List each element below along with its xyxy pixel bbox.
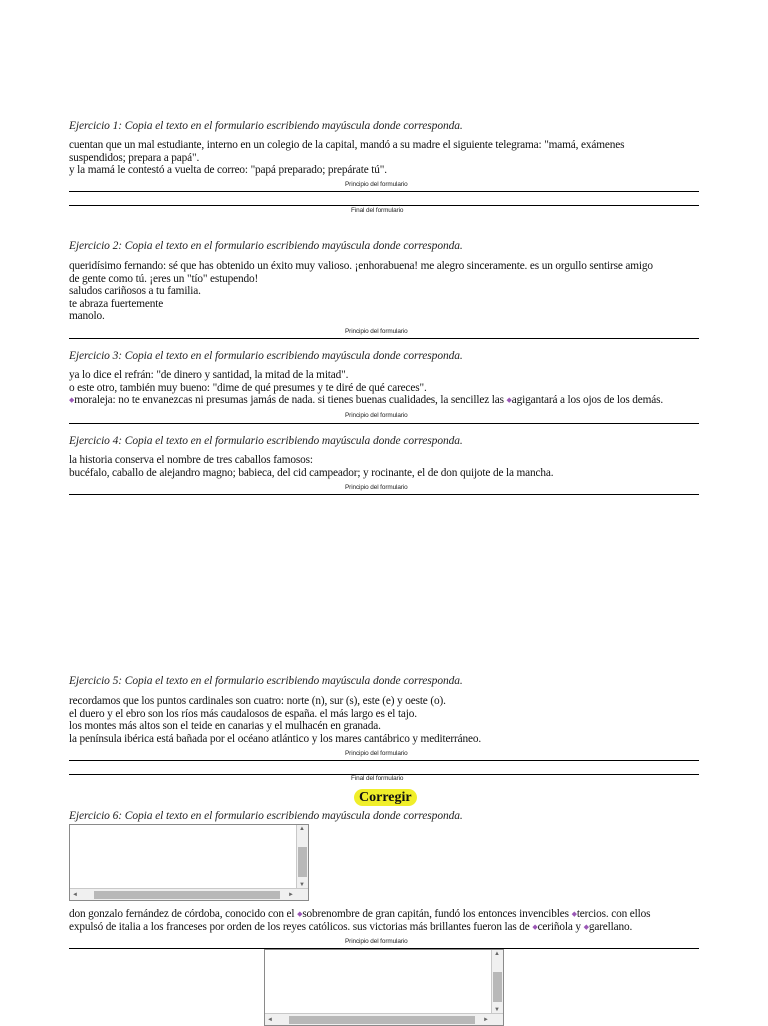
- ex5-line: la península ibérica está bañada por el océano atlántico y los mares cantábrico y mediterráneo.: [69, 732, 482, 745]
- ex1-line: suspendidos; prepara a papá".: [69, 151, 200, 164]
- ex1-line: cuentan que un mal estudiante, interno en un colegio de la capital, mandó a su madre el siguiente telegrama: "mamá, exámenes: [69, 139, 625, 151]
- form-divider: [69, 423, 699, 424]
- ex2-line: de gente como tú. ¡eres un "tío" estupendo!: [69, 272, 259, 285]
- vertical-scrollbar[interactable]: [296, 825, 308, 889]
- corregir-button[interactable]: Corregir: [354, 789, 417, 806]
- form-start-marker: Principio del formulario: [345, 328, 408, 335]
- scroll-thumb[interactable]: [493, 972, 502, 1002]
- ex4-line: bucéfalo, caballo de alejandro magno; babieca, del cid campeador; y rocinante, el de don quijote de la mancha.: [69, 466, 554, 479]
- scroll-right-icon[interactable]: ►: [288, 892, 294, 898]
- ex2-heading: Ejercicio 2: Copia el texto en el formulario escribiendo mayúscula donde corresponda.: [69, 240, 463, 252]
- ex1-text: [69, 139, 624, 177]
- ex5-line: recordamos que los puntos cardinales son cuatro: norte (n), sur (s), este (e) y oeste (o).: [69, 695, 446, 707]
- ex2-line: saludos cariñosos a tu familia.: [69, 285, 201, 298]
- ex6-line-part: tercios. con ellos: [576, 908, 651, 920]
- ex3-heading: Ejercicio 3: Copia el texto en el formulario escribiendo mayúscula donde corresponda.: [69, 350, 463, 362]
- form-divider: [69, 494, 699, 495]
- bullet-mark-icon: ◆: [571, 910, 577, 918]
- ex6-heading: Ejercicio 6: Copia el texto en el formulario escribiendo mayúscula donde corresponda.: [69, 810, 463, 822]
- scroll-left-icon[interactable]: ◄: [72, 892, 78, 898]
- form-start-marker: Principio del formulario: [345, 750, 408, 757]
- form-end-marker: Final del formulario: [351, 775, 404, 782]
- scroll-down-icon[interactable]: ▼: [299, 882, 305, 888]
- bullet-mark-icon: ◆: [297, 910, 303, 918]
- answer-textarea[interactable]: [69, 824, 309, 901]
- scroll-up-icon[interactable]: ▲: [299, 826, 305, 832]
- ex5-heading: Ejercicio 5: Copia el texto en el formulario escribiendo mayúscula donde corresponda.: [69, 675, 463, 687]
- ex1-line: y la mamá le contestó a vuelta de correo: "papá preparado; prepárate tú".: [69, 164, 387, 177]
- ex4-heading: Ejercicio 4: Copia el texto en el formulario escribiendo mayúscula donde corresponda.: [69, 435, 463, 447]
- ex3-line3-part: moraleja: no te envanezcas ni presumas jamás de nada. si tienes buenas cualidades, la sencillez las: [74, 394, 507, 407]
- ex5-text: [69, 695, 481, 745]
- ex2-line: manolo.: [69, 310, 105, 323]
- scroll-up-icon[interactable]: ▲: [494, 951, 500, 957]
- ex6-line-part: garellano.: [588, 920, 633, 933]
- bullet-mark-icon: ◆: [532, 922, 538, 931]
- scroll-left-icon[interactable]: ◄: [267, 1017, 273, 1023]
- ex6-line: [69, 908, 650, 921]
- bullet-mark-icon: ◆: [583, 922, 589, 931]
- ex3-line: ya lo dice el refrán: "de dinero y santidad, la mitad de la mitad".: [69, 369, 349, 381]
- scroll-thumb[interactable]: [289, 1016, 475, 1024]
- corregir-button-wrap: [354, 788, 417, 807]
- ex3-text: [69, 369, 663, 407]
- form-divider: [69, 338, 699, 339]
- scroll-right-icon[interactable]: ►: [483, 1017, 489, 1023]
- form-end-marker: Final del formulario: [351, 207, 404, 214]
- ex6-line: [69, 921, 650, 934]
- scroll-thumb[interactable]: [298, 847, 307, 877]
- form-start-marker: Principio del formulario: [345, 412, 408, 419]
- ex3-line3-part: agigantará a los ojos de los demás.: [511, 394, 664, 407]
- ex5-line: los montes más altos son el teide en canarias y el mulhacén en granada.: [69, 720, 381, 733]
- ex5-line: el duero y el ebro son los ríos más caudalosos de españa. el más largo es el tajo.: [69, 707, 417, 720]
- ex6-line-part: don gonzalo fernández de córdoba, conocido con el: [69, 908, 298, 920]
- bullet-mark-icon: ◆: [506, 396, 512, 405]
- ex2-line: te abraza fuertemente: [69, 297, 164, 310]
- scroll-thumb[interactable]: [94, 891, 280, 899]
- ex6-line-part: sobrenombre de gran capitán, fundó los entonces invencibles: [302, 908, 572, 920]
- ex6-line-part: ceriñola y: [537, 920, 584, 933]
- ex4-line: la historia conserva el nombre de tres caballos famosos:: [69, 454, 313, 466]
- ex4-text: [69, 454, 553, 479]
- ex2-text: [69, 260, 653, 323]
- horizontal-scrollbar[interactable]: [70, 888, 308, 900]
- form-start-marker: Principio del formulario: [345, 938, 408, 945]
- horizontal-scrollbar[interactable]: [265, 1013, 503, 1025]
- ex2-line: queridísimo fernando: sé que has obtenido un éxito muy valioso. ¡enhorabuena! me alegro sinceramente. es un orgullo sentirse amigo: [69, 260, 653, 272]
- ex3-line: [69, 394, 663, 407]
- ex6-text: [69, 908, 650, 933]
- ex6-line-part: expulsó de italia a los franceses por orden de los reyes católicos. sus victorias más brillantes fueron las de: [69, 920, 533, 933]
- vertical-scrollbar[interactable]: [491, 950, 503, 1014]
- scroll-down-icon[interactable]: ▼: [494, 1007, 500, 1013]
- bullet-mark-icon: ◆: [69, 396, 75, 405]
- answer-textarea[interactable]: [264, 949, 504, 1026]
- ex1-heading: Ejercicio 1: Copia el texto en el formulario escribiendo mayúscula donde corresponda.: [69, 120, 463, 132]
- ex3-line: o este otro, también muy bueno: "dime de qué presumes y te diré de qué careces".: [69, 381, 427, 394]
- form-divider: [69, 760, 699, 761]
- form-divider: [69, 191, 699, 192]
- form-start-marker: Principio del formulario: [345, 181, 408, 188]
- form-divider: [69, 205, 699, 206]
- form-start-marker: Principio del formulario: [345, 484, 408, 491]
